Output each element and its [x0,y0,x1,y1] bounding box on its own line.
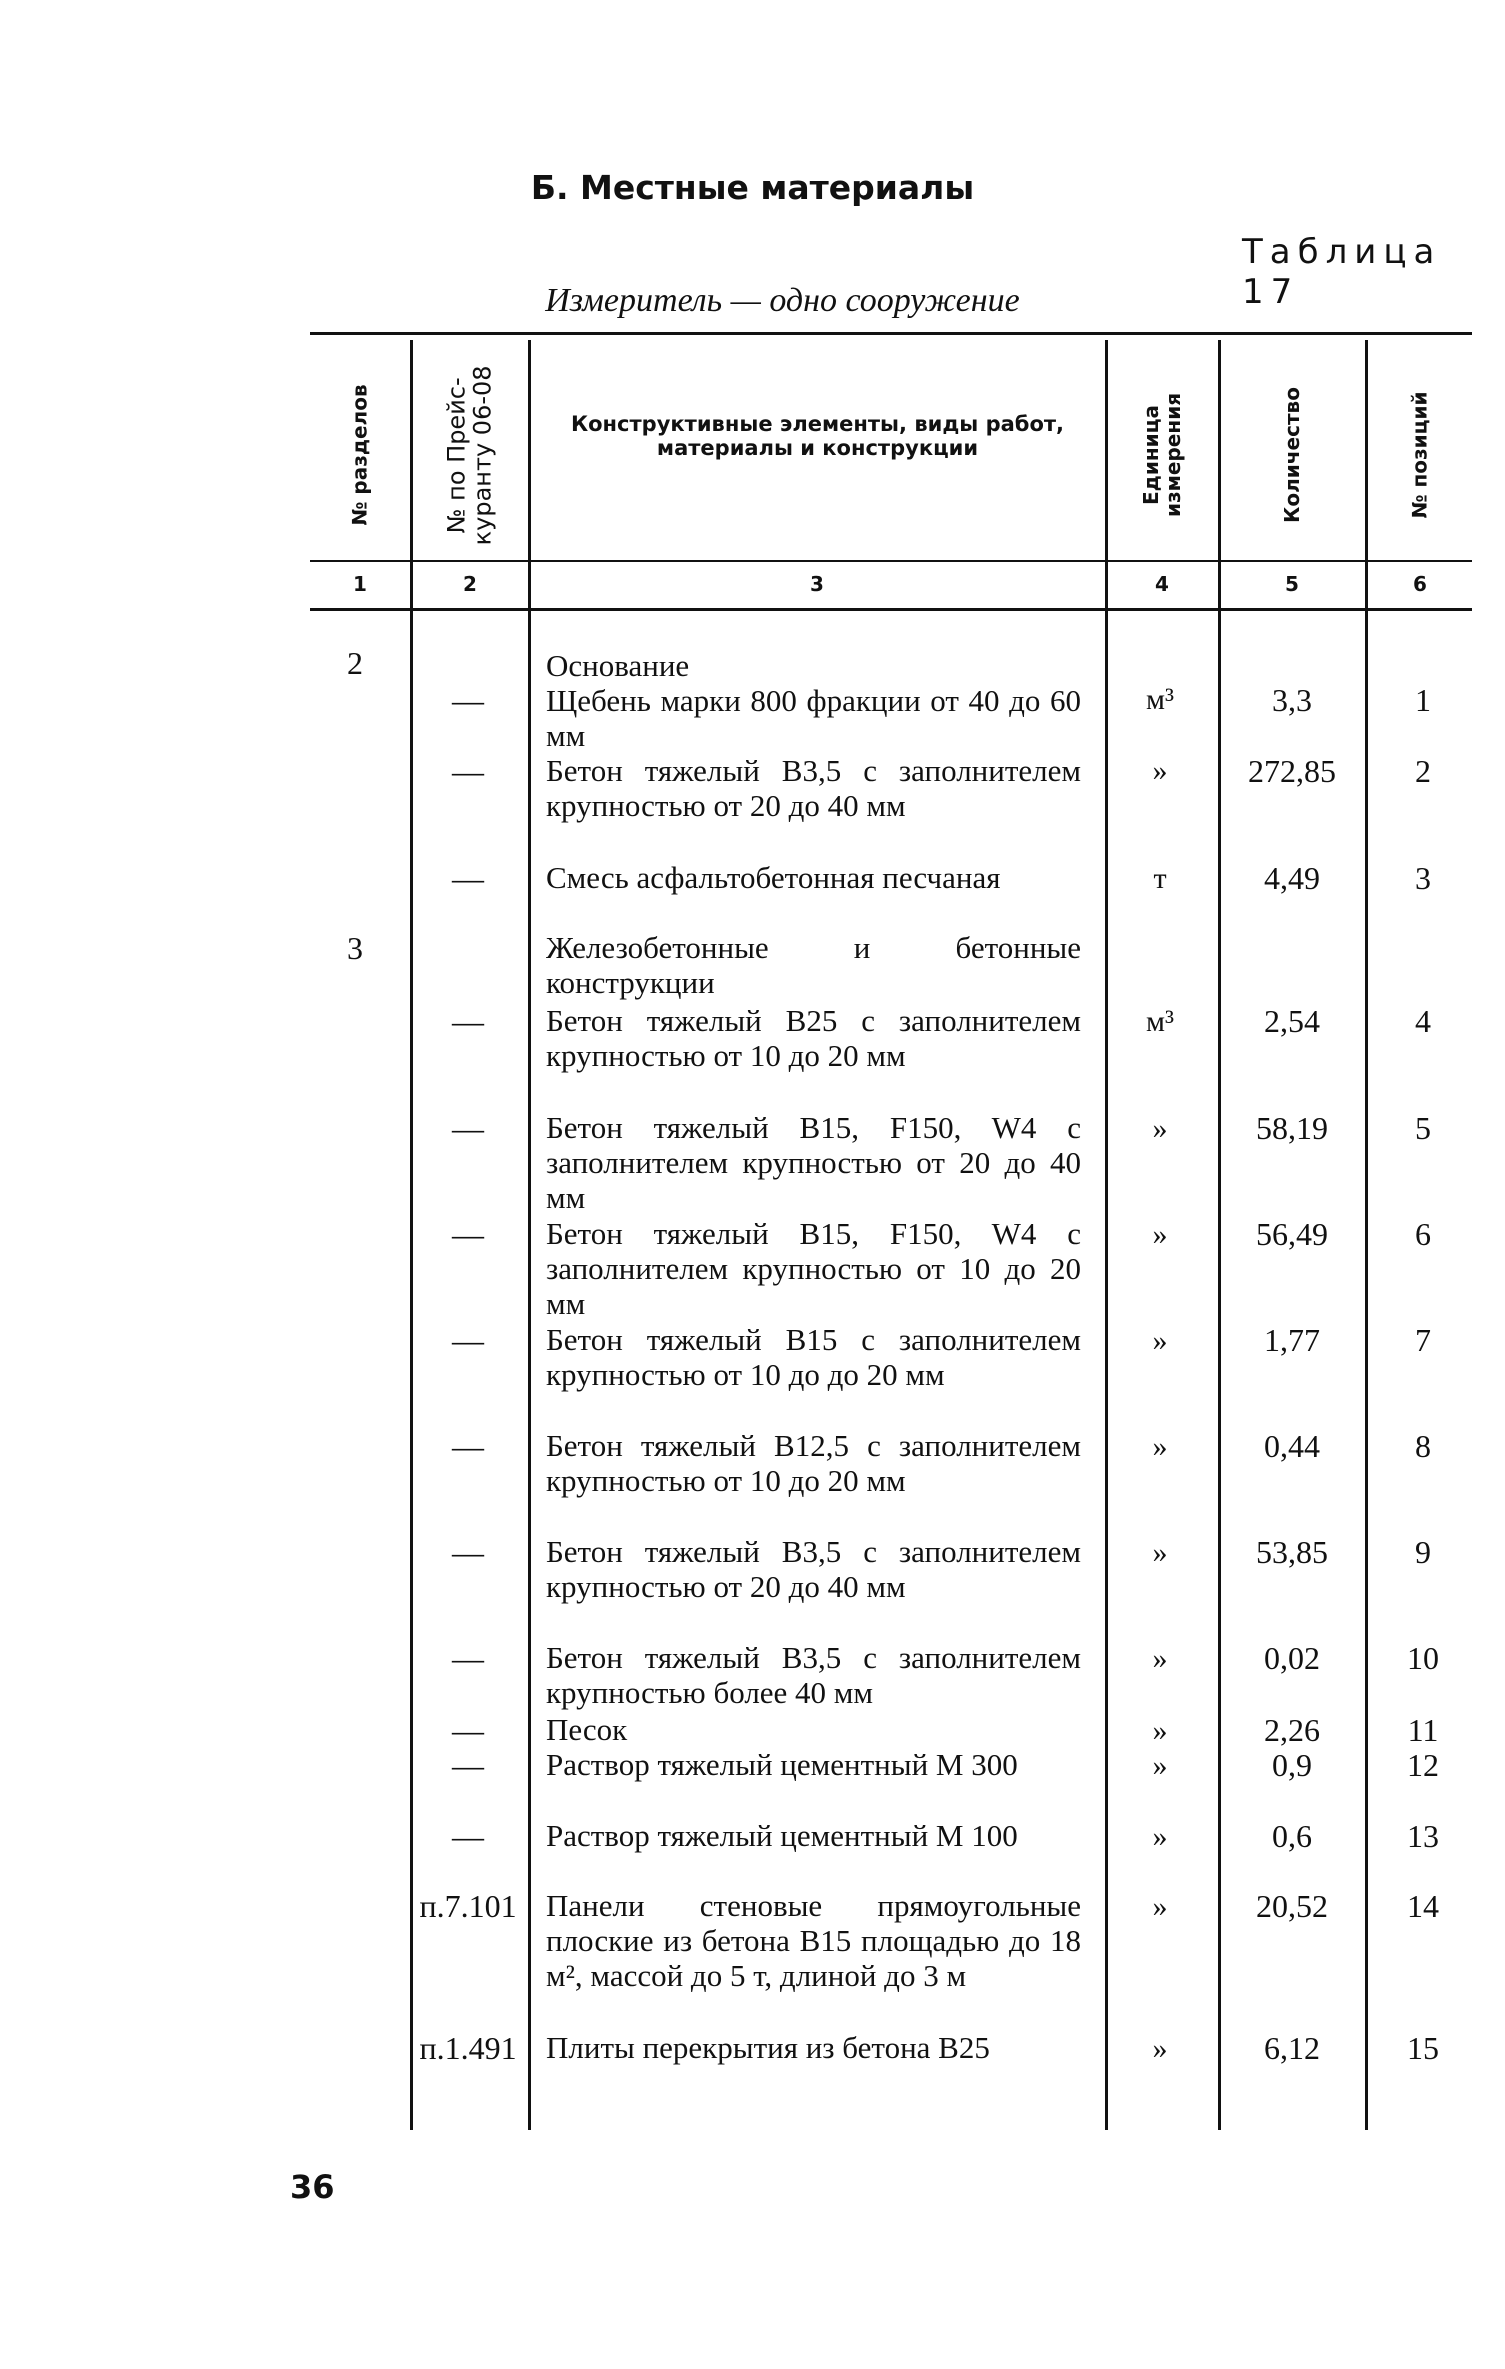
column-number: 2 [463,572,477,596]
unit-cell: » [1152,754,1168,787]
row-description: Бетон тяжелый В15, F150, W4 с заполнителем крупностью от 20 до 40 мм [546,1110,1081,1215]
pricelist-ref: п.7.101 [419,1888,517,1924]
row-description: Раствор тяжелый цементный М 100 [546,1818,1018,1853]
pricelist-ref: — [452,1322,484,1358]
col-divider-5 [1365,340,1368,2130]
unit-cell: т [1153,862,1167,895]
quantity-cell: 3,3 [1272,682,1312,718]
position-cell: 5 [1415,1110,1431,1146]
position-cell: 14 [1407,1888,1439,1924]
measure-note: Измеритель — одно сооружение [545,282,1020,319]
section-number: 3 [347,930,363,966]
header-position-no: № позиций [1408,391,1433,519]
header-section-no: № разделов [348,384,373,526]
unit-cell: » [1152,1820,1168,1853]
pricelist-ref: — [452,682,484,718]
column-number: 5 [1285,572,1299,596]
unit-cell: » [1152,1112,1168,1145]
header-pricelist-no: № по Прейс- куранту 06-08 [442,365,498,545]
position-cell: 7 [1415,1322,1431,1358]
quantity-cell: 1,77 [1264,1322,1320,1358]
column-number: 4 [1155,572,1169,596]
quantity-cell: 0,9 [1272,1747,1312,1783]
position-cell: 12 [1407,1747,1439,1783]
column-number: 6 [1413,572,1427,596]
pricelist-ref: — [452,1003,484,1039]
table-label: Таблица 17 [1242,232,1442,312]
unit-cell: » [1152,1642,1168,1675]
page-number: 36 [290,2168,335,2206]
table-top-rule [310,332,1472,335]
section-number: 2 [347,645,363,681]
row-description: Бетон тяжелый В25 с заполнителем крупностью от 10 до 20 мм [546,1003,1081,1073]
position-cell: 6 [1415,1216,1431,1252]
row-description: Смесь асфальтобетонная песчаная [546,860,1001,895]
unit-cell: м³ [1146,1005,1174,1038]
pricelist-ref: — [452,1534,484,1570]
position-cell: 15 [1407,2030,1439,2066]
row-description: Бетон тяжелый В15, F150, W4 с заполнителем крупностью от 10 до 20 мм [546,1216,1081,1321]
quantity-cell: 0,6 [1272,1818,1312,1854]
pricelist-ref: — [452,1428,484,1464]
position-cell: 3 [1415,860,1431,896]
pricelist-ref: — [452,1712,484,1748]
row-description: Щебень марки 800 фракции от 40 до 60 мм [546,683,1081,753]
position-cell: 10 [1407,1640,1439,1676]
section-title: Б. Местные материалы [530,168,975,207]
unit-cell: » [1152,1218,1168,1251]
pricelist-ref: — [452,1640,484,1676]
row-description: Бетон тяжелый В3,5 с заполнителем крупностью более 40 мм [546,1640,1081,1710]
pricelist-ref: — [452,1216,484,1252]
quantity-cell: 20,52 [1256,1888,1328,1924]
position-cell: 8 [1415,1428,1431,1464]
unit-cell: м³ [1146,683,1174,716]
row-description: Железобетонные и бетонные конструкции [546,930,1081,1000]
position-cell: 1 [1415,682,1431,718]
quantity-cell: 0,44 [1264,1428,1320,1464]
row-description: Песок [546,1712,628,1747]
colnum-bottom-rule [310,608,1472,611]
column-number: 1 [353,572,367,596]
quantity-cell: 272,85 [1248,753,1336,789]
header-description: Конструктивные элементы, виды работ, материалы и конструкции [570,412,1065,461]
col-divider-3 [1105,340,1108,2130]
pricelist-ref: — [452,1747,484,1783]
quantity-cell: 6,12 [1264,2030,1320,2066]
position-cell: 9 [1415,1534,1431,1570]
position-cell: 11 [1407,1712,1439,1748]
unit-cell: » [1152,1890,1168,1923]
row-description: Основание [546,648,690,683]
quantity-cell: 0,02 [1264,1640,1320,1676]
quantity-cell: 4,49 [1264,860,1320,896]
quantity-cell: 2,26 [1264,1712,1320,1748]
pricelist-ref: — [452,1818,484,1854]
quantity-cell: 56,49 [1256,1216,1328,1252]
position-cell: 4 [1415,1003,1431,1039]
unit-cell: » [1152,1714,1168,1747]
unit-cell: » [1152,1749,1168,1782]
pricelist-ref: — [452,753,484,789]
position-cell: 2 [1415,753,1431,789]
col-divider-4 [1218,340,1221,2130]
quantity-cell: 2,54 [1264,1003,1320,1039]
unit-cell: » [1152,2032,1168,2065]
pricelist-ref: — [452,860,484,896]
row-description: Бетон тяжелый В3,5 с заполнителем крупностью от 20 до 40 мм [546,753,1081,823]
header-unit: Единица измерения [1139,392,1186,518]
unit-cell: » [1152,1536,1168,1569]
row-description: Бетон тяжелый В12,5 с заполнителем крупностью от 10 до 20 мм [546,1428,1081,1498]
quantity-cell: 53,85 [1256,1534,1328,1570]
position-cell: 13 [1407,1818,1439,1854]
header-quantity: Количество [1279,387,1304,523]
pricelist-ref: — [452,1110,484,1146]
column-number: 3 [810,572,824,596]
quantity-cell: 58,19 [1256,1110,1328,1146]
col-divider-2 [528,340,531,2130]
row-description: Раствор тяжелый цементный М 300 [546,1747,1018,1782]
unit-cell: » [1152,1324,1168,1357]
pricelist-ref: п.1.491 [419,2030,517,2066]
row-description: Бетон тяжелый В15 с заполнителем крупностью от 10 до до 20 мм [546,1322,1081,1392]
unit-cell: » [1152,1430,1168,1463]
row-description: Плиты перекрытия из бетона В25 [546,2030,990,2065]
row-description: Бетон тяжелый В3,5 с заполнителем крупностью от 20 до 40 мм [546,1534,1081,1604]
row-description: Панели стеновые прямоугольные плоские из бетона В15 площадью до 18 м², массой до 5 т, длиной до 3 м [546,1888,1081,1993]
